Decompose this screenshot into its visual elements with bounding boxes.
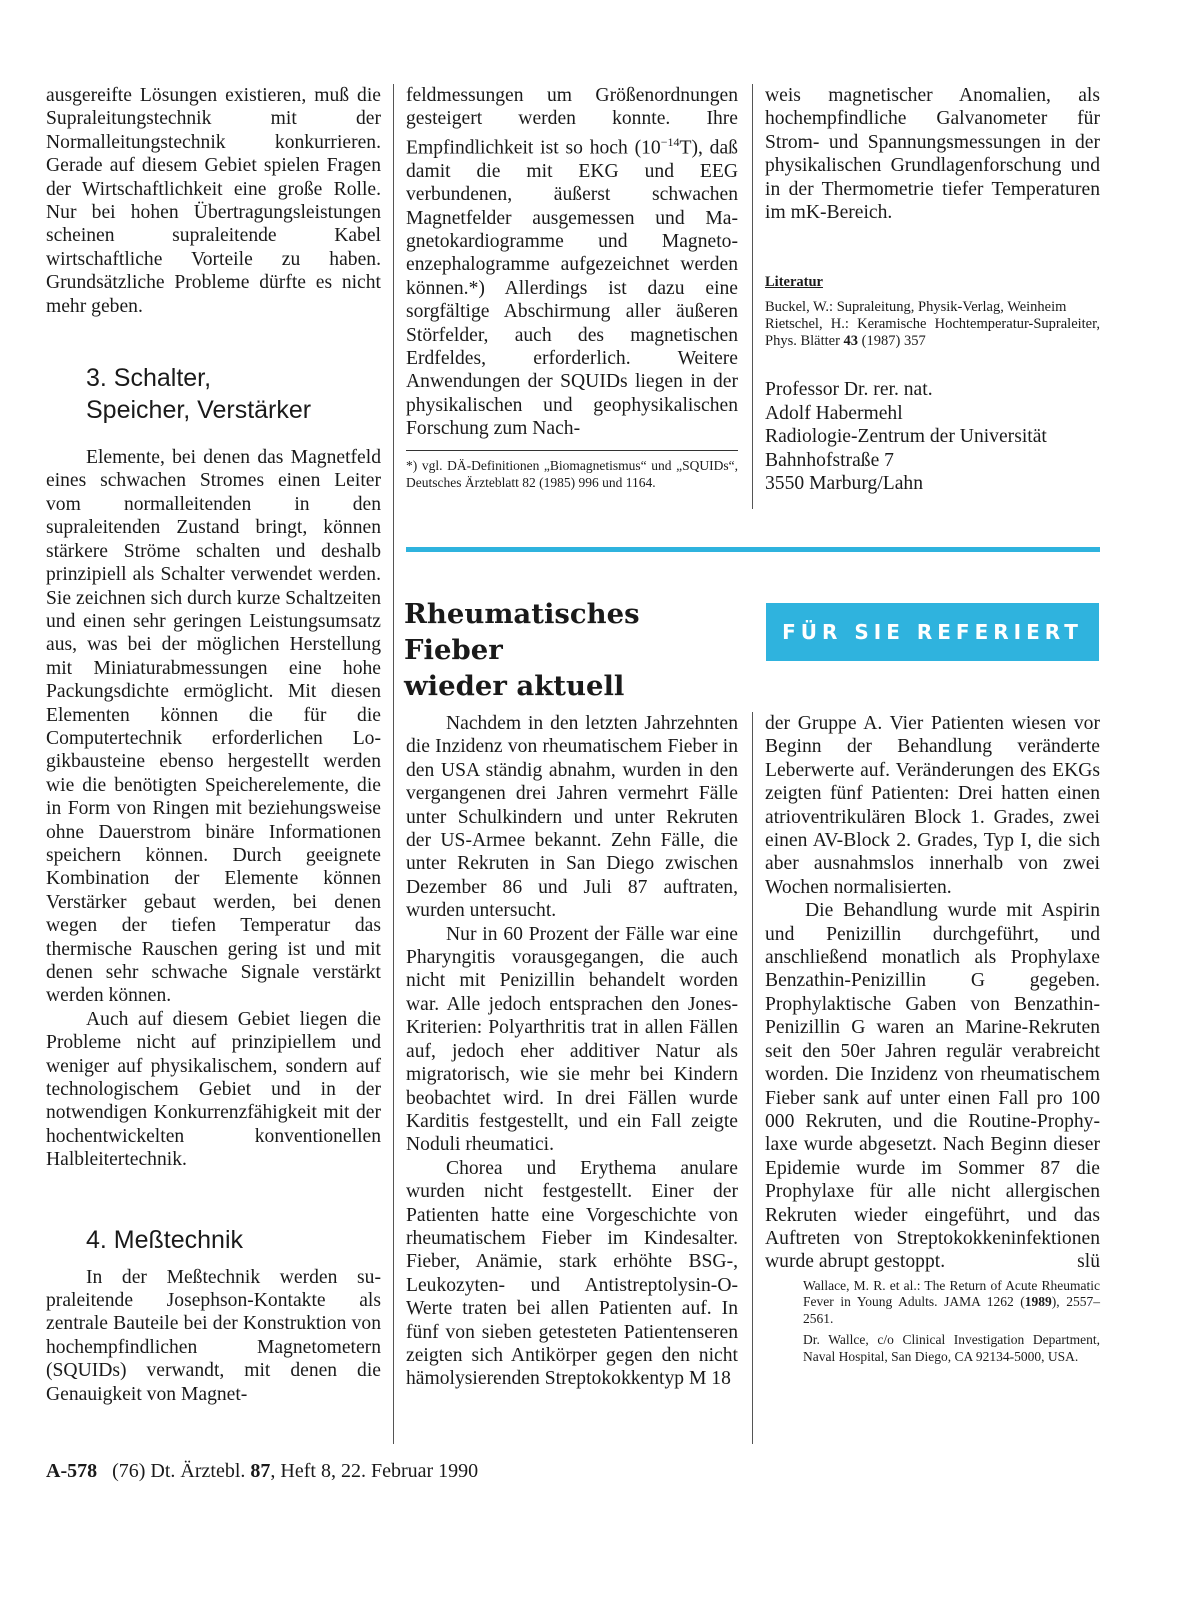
column-divider-3 (752, 712, 753, 1444)
author-address (765, 378, 1100, 495)
issue-date: , Heft 8, 22. Februar 1990 (270, 1460, 479, 1482)
section-4-heading: 4. Meßtechnik (86, 1225, 244, 1254)
literature-entry-2-volume: 43 (843, 333, 859, 350)
column-divider-1 (393, 84, 394, 1444)
fuer-sie-referiert-badge: FÜR SIE REFERIERT (766, 603, 1099, 661)
headline-line-1: Rheumatisches (404, 598, 640, 630)
issue-info: (76) Dt. Ärztebl. (112, 1460, 251, 1482)
column-2-text-a: feldmessungen um Größenordnungen gesteigert werden konnte. Ihre Empfindlichkeit ist so hoch (10 (406, 85, 738, 159)
author-city: 3550 Marburg/Lahn (765, 473, 923, 495)
reference-year: 1989 (1024, 1294, 1052, 1310)
volume-number: 87 (250, 1460, 271, 1482)
literature-entry-1: Buckel, W.: Supraleitung, Physik-Verlag, Weinheim (765, 299, 1067, 316)
section-3-heading-line1: 3. Schalter, (86, 364, 212, 393)
literature-entry-2 (765, 316, 1100, 350)
literature-entry-2-text: Rietschel, H.: Keramische Hochtemperatur-Supraleiter, Phys. Blätter (765, 316, 1100, 350)
exponent: −14 (660, 134, 680, 149)
article-2-column-right (765, 712, 1100, 1365)
reference-text: Wallace, M. R. et al.: The Return of Acute Rheumatic Fever in Young Adults. JAMA 1262 ( (803, 1277, 1100, 1310)
literature-heading: Literatur (765, 274, 823, 291)
author-name: Adolf Habermehl (765, 402, 903, 424)
author-institute: Radiologie-Zentrum der Universität (765, 426, 1047, 448)
section-4-paragraph-1: In der Meßtechnik werden supraleitende Josephson-Kontakte als zentrale Bauteile bei der Konstruktion von hochempfindlichen Magnetometern (SQUIDs) verwandt, mit denen die Genauigkeit von Magnet- (46, 1266, 381, 1405)
article-2-headline (404, 596, 744, 704)
author-street: Bahnhofstraße 7 (765, 449, 894, 471)
section-3-heading (46, 362, 381, 426)
section-3-paragraph-2: Auch auf diesem Gebiet liegen die Probleme nicht auf prinzipiellem und weniger auf physikalischem, sondern auf technologischem Gebiet und in der notwendigen Konkurrenzfähigkeit mit der hochentwickelten konventionellen Halbleitertechnik. (46, 1008, 381, 1171)
article-2-paragraph-1: Nachdem in den letzten Jahrzehnten die Inzidenz von rheumatischem Fieber in den USA ständig abnahm, wurden in den vergangenen drei Jahren vermehrt Fälle unter Schulkindern und unter Rekruten der US-Armee bekannt. Zehn Fälle, die unter Rekruten in San Diego zwischen Dezember 86 und Juli 87 auftraten, wurden untersucht. (406, 713, 738, 922)
footnote-rule (406, 450, 738, 451)
page-footer (46, 1460, 478, 1483)
column-2 (406, 84, 738, 441)
headline-line-2: Fieber (404, 634, 503, 666)
column-3-paragraph: weis magnetischer Anomalien, als hochempfindliche Galvanometer für Strom- und Spannungsmessungen in der physikalischen Grundlagenforschung und in der Thermometrie tiefer Temperaturen im mK-Bereich. (765, 85, 1100, 224)
author-title: Professor Dr. rer. nat. (765, 379, 933, 401)
literature-entry-2-tail: (1987) 357 (858, 333, 926, 350)
section-divider-blue (406, 547, 1100, 552)
reference (803, 1278, 1100, 1328)
section-3-heading-line2: Speicher, Verstärker (86, 396, 312, 425)
intro-paragraph: ausgereifte Lösungen existieren, muß die Supraleitungstechnik mit der Normalleitungstechnik konkurrieren. Gerade auf diesem Gebiet spielen Fragen der Wirtschaftlichkeit eine große Rolle. Nur bei hohen Übertragungsleistungen scheinen supraleitende Kabel wirtschaftliche Vorteile zu haben. Grundsätzliche Probleme dürfte es nicht mehr geben. (46, 85, 381, 317)
signature: slü (1077, 1251, 1100, 1273)
headline-line-3: wieder aktuell (404, 670, 625, 702)
article-2-column-left (406, 712, 738, 1391)
article-2-paragraph-4: der Gruppe A. Vier Patienten wiesen vor Beginn der Behandlung veränderte Leberwerte auf. Veränderungen des EKGs zeigten fünf Patienten: Drei hatten einen atrioventrikulären Block 1. Grades, zwei einen AV-Block 2. Grades, Typ I, die sich aber ausnahmslos innerhalb von zwei Wochen normalisierten. (765, 713, 1100, 898)
correspondence-address: Dr. Wallce, c/o Clinical Investigation Department, Naval Hospital, San Diego, CA 92134-5000, USA. (803, 1332, 1100, 1364)
page-number: A-578 (46, 1460, 98, 1482)
section-3-paragraph-1: Elemente, bei denen das Magnetfeld eines schwachen Stromes einen Leiter vom normalleitenden in den supraleitenden Zustand bringt, können stärkere Ströme schalten und deshalb prinzipiell als Schalter verwendet werden. Sie zeichnen sich durch kurze Schaltzeiten und einen sehr geringen Leistungsumsatz aus, was bei der möglichen Herstellung mit Miniaturabmessungen eine hohe Packungsdichte ermöglicht. Mit diesen Elementen können die für die Computertechnik erforderlichen Logikbausteine ebenso hergestellt werden wie die benötigten Speicherelemente, die in Form von Ringen mit beziehungsweise ohne Dauerstrom binäre Informationen speichern können. Durch geeignete Kombination der Elemente können Verstärker gebaut werden, bei denen wegen der tiefen Temperatur das thermische Rauschen gering ist und mit denen sehr schwache Signale verstärkt werden können. (46, 447, 381, 1007)
column-2-text-b: T), daß damit die mit EKG und EEG verbundenen, äußerst schwachen Magnetfelder ausgemessen und Magnetokardiogramme und Magnetoenzephalogramme aufgezeichnet werden können.*) Allerdings ist dazu eine sorgfältige Abschirmung aller äußeren Störfelder, auch des magnetischen Erdfeldes, erforderlich. Weitere Anwendungen der SQUIDs liegen in der physikalischen und geophysikalischen Forschung zum Nach- (406, 137, 738, 440)
column-2-paragraph (406, 84, 738, 441)
footnote-text: *) vgl. DÄ-Definitionen „Biomagnetismus“ und „SQUIDs“, Deutsches Ärzteblatt 82 (1985) 996 und 1164. (406, 458, 738, 490)
article-2-paragraph-2: Nur in 60 Prozent der Fälle war eine Pharyngitis vorausgegangen, die auch nicht mit Penizillin behandelt worden war. Alle jedoch entsprachen den Jones-Kriterien: Polyarthritis trat in allen Fällen auf, jedoch eher additiver Natur als migratorisch, wie sie mehr bei Kindern beobachtet wird. In drei Fällen wurde Karditis festgestellt, und ein Fall zeigte Noduli rheumatici. (406, 923, 738, 1156)
column-1 (46, 84, 381, 1406)
reference-pages: ), 2557–2561. (803, 1294, 1101, 1326)
article-2-paragraph-5: Die Behandlung wurde mit Aspirin und Penizillin durchgeführt, und anschließend monatlich als Prophylaxe Benzathin-Penizillin G gegeben. Prophylaktische Gaben von Benzathin-Penizillin G waren an Marine-Rekruten seit den 50er Jahren regulär verabreicht worden. Die Inzidenz von rheumatischem Fieber sank auf unter einen Fall pro 100 000 Rekruten, und die Routine-Prophylaxe wurde abgesetzt. Nach Beginn dieser Epidemie wurde im Sommer 87 die Prophylaxe für alle nicht allergischen Rekruten wieder eingeführt, und das Auftreten von Streptokokkeninfektionen wurde abrupt gestoppt. (765, 900, 1100, 1273)
footnote (406, 458, 738, 491)
column-3 (765, 84, 1100, 495)
article-2-paragraph-3: Chorea und Erythema anulare wurden nicht festgestellt. Einer der Patienten hatte eine Vorgeschichte von rheumatischem Fieber im Kindesalter. Fieber, Anämie, stark erhöhte BSG-, Leukozyten- und Antistreptolysin-O-Werte traten bei allen Patienten auf. In fünf von sieben getesteten Patientenseren zeigten sich Antikörper gegen den nicht hämolysierenden Streptokokkentyp M 18 (406, 1157, 738, 1390)
column-divider-2 (752, 84, 753, 509)
